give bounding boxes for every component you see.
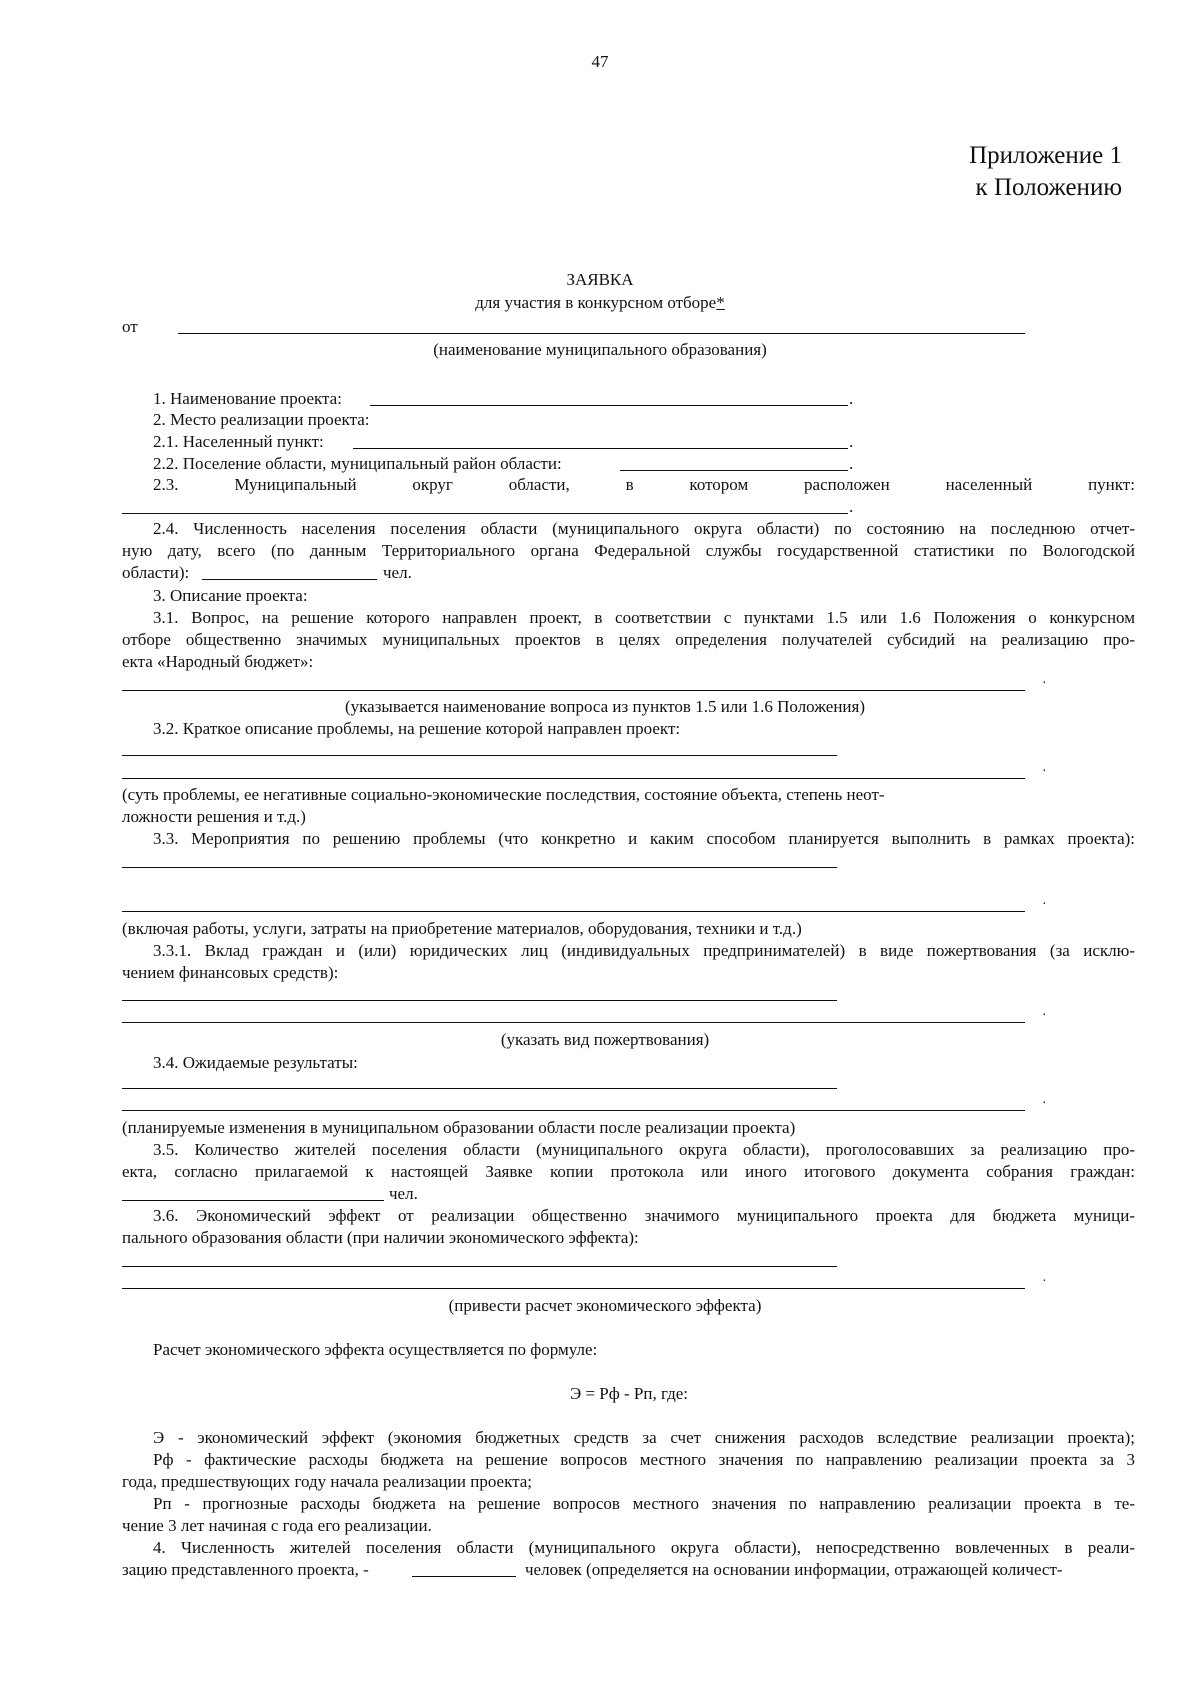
item-4-line-1: 4. Численность жителей поселения области (муниципального округа области), непосредственно вовлеченных в реали- — [153, 1538, 1135, 1557]
definition-rp-line-1: Рп - прогнозные расходы бюджета на решение вопросов местного значения по направлению реализации проекта в те- — [153, 1494, 1135, 1513]
item-2-4-line-1: 2.4. Численность населения поселения области (муниципального округа области) по состоянию на последнюю отчет- — [153, 519, 1135, 538]
formula: Э = Рф - Рп, где: — [569, 1384, 689, 1403]
problem-caption-line-1: (суть проблемы, ее негативные социально-экономические последствия, состояние объекта, степень неот- — [122, 785, 885, 804]
from-label: от — [122, 317, 138, 336]
item-3-4-label: 3.4. Ожидаемые результаты: — [153, 1053, 358, 1072]
item-3-6-line-1: 3.6. Экономический эффект от реализации общественно значимого муниципального проекта для бюджета муници- — [153, 1206, 1135, 1225]
item-2-4-line-3: области): — [122, 563, 190, 582]
item-3-3-label: 3.3. Мероприятия по решению проблемы (что конкретно и каким способом планируется выполнить в рамках проекта): — [153, 829, 1135, 848]
results-caption: (планируемые изменения в муниципальном образовании области после реализации проекта) — [122, 1118, 796, 1137]
item-3-1-line-3: екта «Народный бюджет»: — [122, 652, 314, 671]
question-field[interactable] — [122, 690, 1025, 691]
application-title: ЗАЯВКА — [566, 270, 634, 289]
economic-effect-caption: (привести расчет экономического эффекта) — [448, 1296, 762, 1315]
economic-effect-field-2[interactable] — [122, 1288, 1025, 1289]
economic-effect-field-1[interactable] — [122, 1266, 837, 1267]
item-3-label: 3. Описание проекта: — [153, 586, 308, 605]
item-4-line-2b: человек (определяется на основании информации, отражающей количест- — [525, 1560, 1063, 1579]
definition-rf-line-1: Рф - фактические расходы бюджета на решение вопросов местного значения по направлению реализации проекта за 3 — [153, 1450, 1135, 1469]
measures-field-2[interactable] — [122, 911, 1025, 912]
item-3-3-1-line-2: чением финансовых средств): — [122, 963, 339, 982]
appendix-line-2: к Положению — [975, 174, 1122, 201]
results-field-2[interactable] — [122, 1110, 1025, 1111]
results-field-1[interactable] — [122, 1088, 837, 1089]
item-3-3-1-line-1: 3.3.1. Вклад граждан и (или) юридических лиц (индивидуальных предпринимателей) в виде пожертвования (за исклю- — [153, 941, 1135, 960]
district-field[interactable] — [620, 470, 848, 471]
project-name-field[interactable] — [370, 405, 848, 406]
calculation-intro: Расчет экономического эффекта осуществляется по формуле: — [153, 1340, 598, 1359]
appendix-line-1: Приложение 1 — [969, 142, 1122, 169]
population-field[interactable] — [202, 579, 377, 580]
settlement-field[interactable] — [353, 448, 848, 449]
voters-count-field[interactable] — [122, 1200, 384, 1201]
measures-field-1[interactable] — [122, 867, 837, 868]
definition-e: Э - экономический эффект (экономия бюджетных средств за счет снижения расходов вследствие реализации проекта); — [153, 1428, 1135, 1447]
item-2-3-line: 2.3. Муниципальный округ области, в котором расположен населенный пункт: — [153, 475, 1135, 494]
problem-field-1[interactable] — [122, 755, 837, 756]
application-subtitle: для участия в конкурсном отборе* — [475, 293, 725, 312]
item-3-2-label: 3.2. Краткое описание проблемы, на решение которой направлен проект: — [153, 719, 681, 738]
item-2-2-label: 2.2. Поселение области, муниципальный район области: — [153, 454, 562, 473]
item-3-6-line-2: пального образования области (при наличии экономического эффекта): — [122, 1228, 639, 1247]
question-caption: (указывается наименование вопроса из пунктов 1.5 или 1.6 Положения) — [344, 697, 865, 716]
measures-caption: (включая работы, услуги, затраты на приобретение материалов, оборудования, техники и т.д.) — [122, 919, 802, 938]
item-3-5-line-2: екта, согласно прилагаемой к настоящей Заявке копии протокола или иного итогового документа собрания граждан: — [122, 1162, 1135, 1181]
item-3-1-line-2: отборе общественно значимых муниципальных проектов в целях определения получателей субсидий на реализацию про- — [122, 630, 1135, 649]
problem-field-2[interactable] — [122, 778, 1025, 779]
donation-field-1[interactable] — [122, 1000, 837, 1001]
document-page: 47 Приложение 1 к Положению ЗАЯВКА для участия в конкурсном отборе* от (наименование муниципального образования) 1. Наименование проекта: . 2. Место реализации проекта: 2.1. Населенный пункт: . 2.2. Поселение области, муниципальный район области: . 2.3. Муниципальный округ области, в котором расположен населенный пункт: . 2.4. Численность населения поселения области (муниципального округа области) по состоянию на последнюю отчет- ную дату, всего (по данным Территориального органа Федеральной службы государственной статистики по Вологодской области): чел. 3. Описание проекта: 3.1. Вопрос, на решение которого направлен проект, в соответствии с пунктами 1.5 или 1.6 Положения о конкурсном отборе общественно значимых муниципальных проектов в целях определения получателей субсидий на реализацию про- екта «Народный бюджет»: · (указывается наименование вопроса из пунктов 1.5 или 1.6 Положения) 3.2. Краткое описание проблемы, на решение которой направлен проект: · (суть проблемы, ее негативные социально-экономические последствия, состояние объекта, степень неот- ложности решения и т.д.) 3.3. Мероприятия по решению проблемы (что конкретно и каким способом планируется выполнить в рамках проекта): · (включая работы, услуги, затраты на приобретение материалов, оборудования, техники и т.д.) 3.3.1. Вклад граждан и (или) юридических лиц (индивидуальных предпринимателей) в виде пожертвования (за исклю- чением финансовых средств): · (указать вид пожертвования) 3.4. Ожидаемые результаты: · (планируемые изменения в муниципальном образовании области после реализации проекта) 3.5. Количество жителей поселения области (муниципального округа области), проголосовавших за реализацию про- екта, согласно прилагаемой к настоящей Заявке копии протокола или иного итогового документа собрания граждан: чел. 3.6. Экономический эффект от реализации общественно значимого муниципального проекта для бюджета муници- пального образования области (при наличии экономического эффекта): · (привести расчет экономического эффекта) Расчет экономического эффекта осуществляется по формуле: Э = Рф - Рп, где: Э - экономический эффект (экономия бюджетных средств за счет снижения расходов вследствие реализации проекта); Рф - фактические расходы бюджета на решение вопросов местного значения по направлению реализации проекта за 3 года, предшествующих году начала реализации проекта; Рп - прогнозные расходы бюджета на решение вопросов местного значения по направлению реализации проекта в те- чение 3 лет начиная с года его реализации. 4. Численность жителей поселения области (муниципального округа области), непосредственно вовлеченных в реали- зацию представленного проекта, - человек (определяется на основании информации, отражающей количест- — [0, 0, 1200, 1697]
item-3-1-line-1: 3.1. Вопрос, на решение которого направлен проект, в соответствии с пунктами 1.5 или 1.6 Положения о конкурсном — [153, 608, 1135, 627]
item-2-1-label: 2.1. Населенный пункт: — [153, 432, 324, 451]
donation-caption: (указать вид пожертвования) — [500, 1030, 710, 1049]
item-4-line-2a: зацию представленного проекта, - — [122, 1560, 369, 1579]
municipality-name-caption: (наименование муниципального образования) — [433, 340, 767, 359]
page-number: 47 — [591, 52, 609, 71]
participants-count-field[interactable] — [412, 1576, 516, 1577]
item-2-label: 2. Место реализации проекта: — [153, 410, 370, 429]
item-1-label: 1. Наименование проекта: — [153, 389, 342, 408]
definition-rf-line-2: года, предшествующих году начала реализации проекта; — [122, 1472, 533, 1491]
item-3-5-line-1: 3.5. Количество жителей поселения области (муниципального округа области), проголосовавших за реализацию про- — [153, 1140, 1135, 1159]
municipal-district-field[interactable] — [122, 513, 848, 514]
donation-field-2[interactable] — [122, 1022, 1025, 1023]
definition-rp-line-2: чение 3 лет начиная с года его реализации. — [122, 1516, 432, 1535]
problem-caption-line-2: ложности решения и т.д.) — [122, 807, 306, 826]
municipality-name-field[interactable] — [178, 333, 1025, 334]
item-2-4-line-2: ную дату, всего (по данным Территориального органа Федеральной службы государственной статистики по Вологодской — [122, 541, 1135, 560]
